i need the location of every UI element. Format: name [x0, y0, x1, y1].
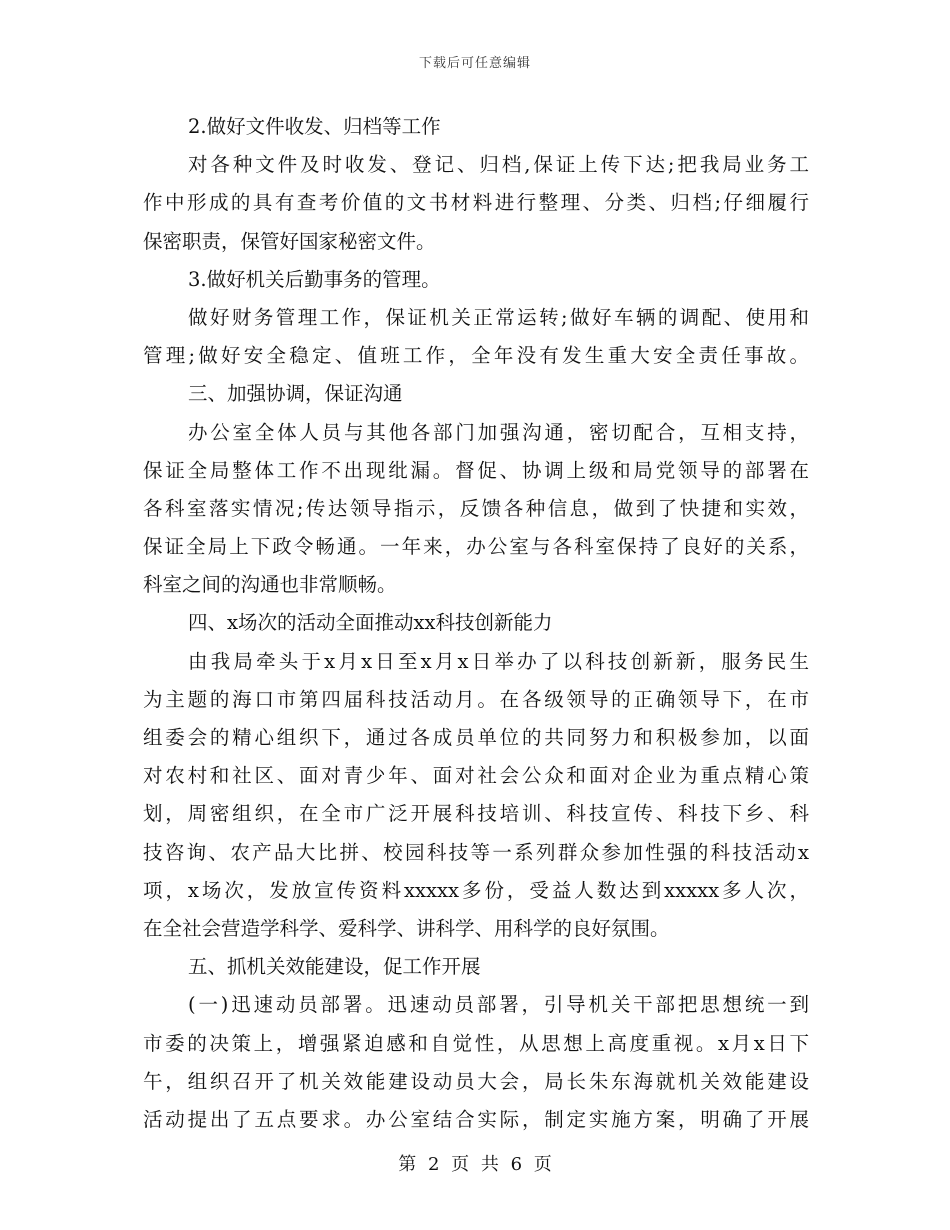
text-line: 2.做好文件收发、归档等工作	[188, 115, 441, 138]
text-line: 三、加强协调，保证沟通	[188, 382, 403, 406]
text-line: 市委的决策上，增强紧迫感和自觉性，从思想上高度重视。x月x日下	[143, 1031, 809, 1055]
page-header: 下载后可任意编辑	[418, 56, 531, 71]
page-footer: 第 2 页 共 6 页	[398, 1154, 552, 1175]
text-line: 3.做好机关后勤事务的管理。	[188, 267, 441, 291]
text-line: 做好财务管理工作，保证机关正常运转;做好车辆的调配、使用和	[188, 305, 809, 329]
text-line: 办公室全体人员与其他各部门加强沟通，密切配合，互相支持，	[188, 420, 809, 444]
text-line: 保证全局整体工作不出现纰漏。督促、协调上级和局党领导的部署在	[143, 458, 809, 482]
text-line: 项，x场次，发放宣传资料xxxxx多份，受益人数达到xxxxx多人次，	[143, 878, 809, 902]
text-line: 组委会的精心组织下，通过各成员单位的共同努力和积极参加，以面	[143, 726, 809, 749]
text-line: 科室之间的沟通也非常顺畅。	[143, 573, 397, 597]
text-line: 管理;做好安全稳定、值班工作，全年没有发生重大安全责任事故。	[143, 344, 809, 368]
text-line: 保密职责，保管好国家秘密文件。	[143, 229, 436, 253]
text-line: 在全社会营造学科学、爱科学、讲科学、用科学的良好氛围。	[143, 916, 670, 940]
text-line: 作中形成的具有查考价值的文书材料进行整理、分类、归档;仔细履行	[143, 191, 809, 215]
text-line: 四、x场次的活动全面推动xx科技创新能力	[188, 611, 553, 635]
text-line: 五、抓机关效能建设，促工作开展	[188, 955, 481, 979]
text-line: 活动提出了五点要求。办公室结合实际，制定实施方案，明确了开展	[143, 1107, 809, 1131]
text-line: 各科室落实情况;传达领导指示，反馈各种信息，做到了快捷和实效，	[143, 496, 809, 520]
text-line: 技咨询、农产品大比拼、校园科技等一系列群众参加性强的科技活动x	[143, 840, 809, 864]
document-body	[143, 108, 809, 1139]
text-line: 午，组织召开了机关效能建设动员大会，局长朱东海就机关效能建设	[143, 1069, 809, 1093]
text-line: 划，周密组织，在全市广泛开展科技培训、科技宣传、科技下乡、科	[143, 802, 809, 826]
text-line: 保证全局上下政令畅通。一年来，办公室与各科室保持了良好的关系，	[143, 535, 809, 559]
text-line: 为主题的海口市第四届科技活动月。在各级领导的正确领导下，在市	[143, 687, 809, 711]
text-line: 对农村和社区、面对青少年、面对社会公众和面对企业为重点精心策	[143, 764, 809, 788]
text-line: 由我局牵头于x月x日至x月x日举办了以科技创新新，服务民生	[188, 649, 809, 673]
text-line: (一)迅速动员部署。迅速动员部署，引导机关干部把思想统一到	[188, 993, 809, 1017]
text-line: 对各种文件及时收发、登记、归档,保证上传下达;把我局业务工	[188, 153, 809, 177]
